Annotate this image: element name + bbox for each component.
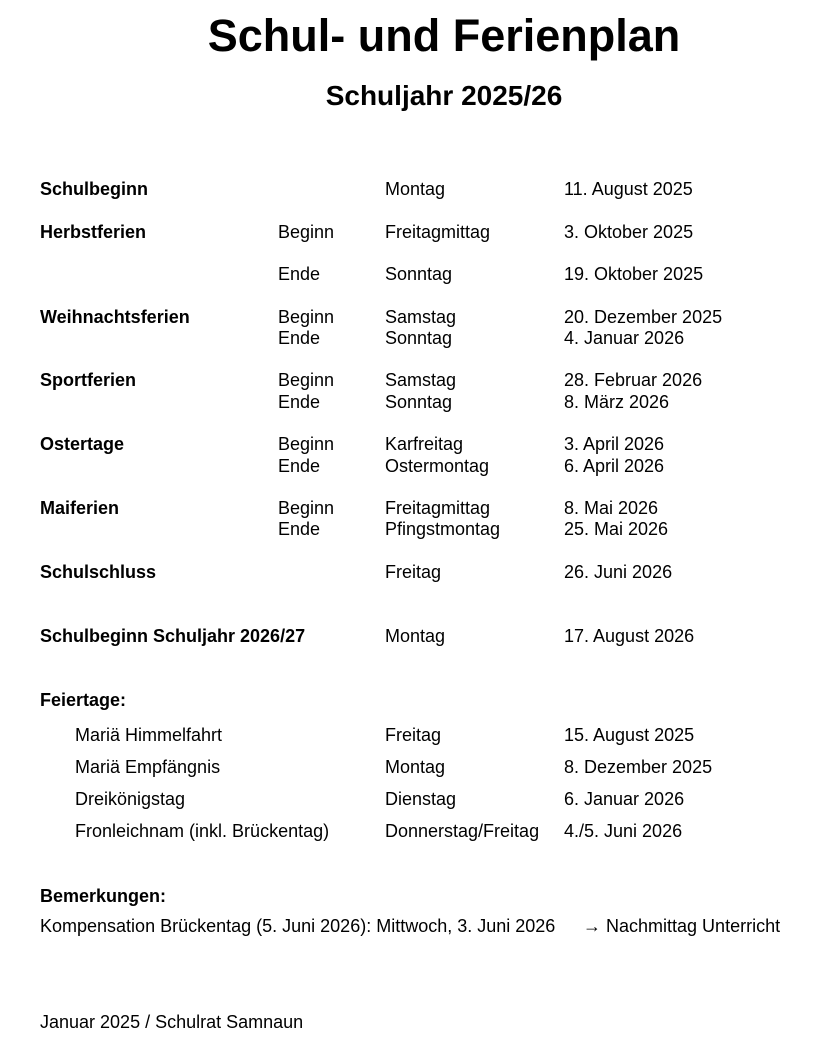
herbstferien-begin-date: 3. Oktober 2025 <box>564 222 694 242</box>
holidays-heading: Feiertage: <box>40 690 127 710</box>
holiday-day: Montag <box>385 757 446 777</box>
next-year-label: Schulbeginn Schuljahr 2026/27 <box>40 626 306 646</box>
ostertage-begin-day: Karfreitag <box>385 434 464 454</box>
sportferien-begin-date: 28. Februar 2026 <box>564 370 703 390</box>
arrow-right-icon: → <box>583 916 601 936</box>
sportferien-label: Sportferien <box>40 370 137 390</box>
sportferien-end-label: Ende <box>278 392 321 412</box>
maiferien-end-day: Pfingstmontag <box>385 519 501 539</box>
holiday-day: Dienstag <box>385 789 457 809</box>
footer-text: Januar 2025 / Schulrat Samnaun <box>40 1012 304 1032</box>
holiday-day: Freitag <box>385 725 442 745</box>
schulschluss-date: 26. Juni 2026 <box>564 562 673 582</box>
remarks-heading: Bemerkungen: <box>40 886 167 906</box>
remarks-result-line <box>583 915 780 937</box>
weihnachtsferien-label: Weihnachtsferien <box>40 307 190 327</box>
sportferien-end-date: 8. März 2026 <box>564 392 670 412</box>
maiferien-label: Maiferien <box>40 498 120 518</box>
maiferien-begin-date: 8. Mai 2026 <box>564 498 659 518</box>
sportferien-begin-label: Beginn <box>278 370 335 390</box>
weihnachtsferien-begin-label: Beginn <box>278 307 335 327</box>
maiferien-end-label: Ende <box>278 519 321 539</box>
schulschluss-label: Schulschluss <box>40 562 157 582</box>
weihnachtsferien-begin-day: Samstag <box>385 307 457 327</box>
maiferien-begin-label: Beginn <box>278 498 335 518</box>
page-subtitle: Schuljahr 2025/26 <box>325 80 563 111</box>
weihnachtsferien-end-label: Ende <box>278 328 321 348</box>
remarks-text: Kompensation Brückentag (5. Juni 2026): Mittwoch, 3. Juni 2026 <box>40 916 556 936</box>
weihnachtsferien-end-date: 4. Januar 2026 <box>564 328 685 348</box>
next-year-day: Montag <box>385 626 446 646</box>
schulbeginn-day: Montag <box>385 179 446 199</box>
holiday-date: 4./5. Juni 2026 <box>564 821 683 841</box>
remarks-result: Nachmittag Unterricht <box>606 916 781 936</box>
holiday-date: 6. Januar 2026 <box>564 789 685 809</box>
herbstferien-label: Herbstferien <box>40 222 147 242</box>
ostertage-begin-label: Beginn <box>278 434 335 454</box>
herbstferien-end-date: 19. Oktober 2025 <box>564 264 704 284</box>
maiferien-begin-day: Freitagmittag <box>385 498 491 518</box>
herbstferien-begin-label: Beginn <box>278 222 335 242</box>
schulschluss-day: Freitag <box>385 562 442 582</box>
holiday-date: 8. Dezember 2025 <box>564 757 713 777</box>
ostertage-begin-date: 3. April 2026 <box>564 434 665 454</box>
ostertage-label: Ostertage <box>40 434 125 454</box>
holiday-name: Dreikönigstag <box>75 789 186 809</box>
herbstferien-begin-day: Freitagmittag <box>385 222 491 242</box>
sportferien-begin-day: Samstag <box>385 370 457 390</box>
ostertage-end-date: 6. April 2026 <box>564 456 665 476</box>
schulbeginn-date: 11. August 2025 <box>564 179 693 199</box>
schulbeginn-label: Schulbeginn <box>40 179 148 199</box>
ostertage-end-label: Ende <box>278 456 321 476</box>
weihnachtsferien-begin-date: 20. Dezember 2025 <box>564 307 723 327</box>
ostertage-end-day: Ostermontag <box>385 456 490 476</box>
sportferien-end-day: Sonntag <box>385 392 453 412</box>
holiday-name: Mariä Himmelfahrt <box>75 725 223 745</box>
next-year-date: 17. August 2026 <box>564 626 695 646</box>
page-title: Schul- und Ferienplan <box>207 10 681 61</box>
holiday-name: Mariä Empfängnis <box>75 757 221 777</box>
holiday-name: Fronleichnam (inkl. Brückentag) <box>75 821 330 841</box>
holiday-day: Donnerstag/Freitag <box>385 821 540 841</box>
maiferien-end-date: 25. Mai 2026 <box>564 519 669 539</box>
holiday-date: 15. August 2025 <box>564 725 695 745</box>
herbstferien-end-day: Sonntag <box>385 264 453 284</box>
weihnachtsferien-end-day: Sonntag <box>385 328 453 348</box>
herbstferien-end-label: Ende <box>278 264 321 284</box>
